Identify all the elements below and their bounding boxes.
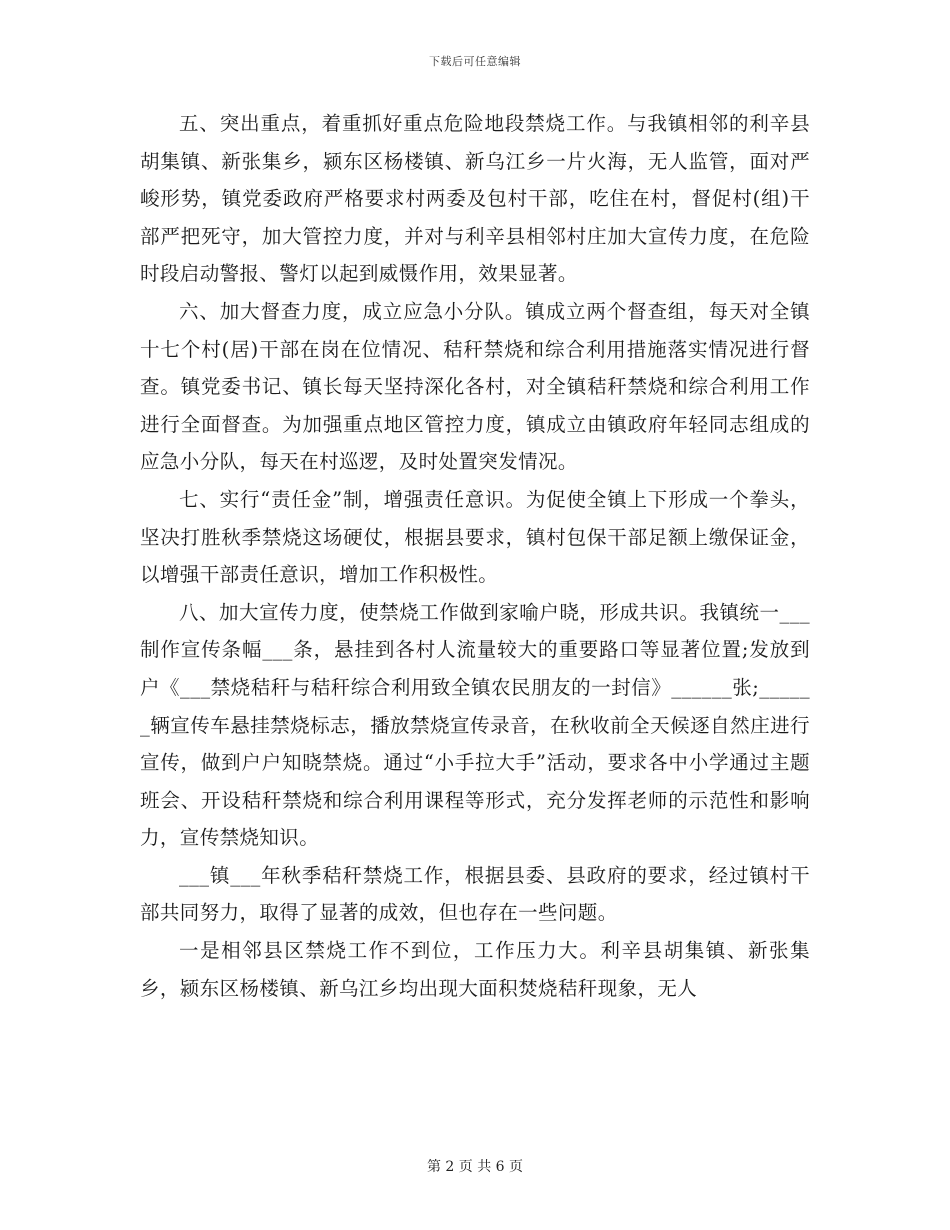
paragraph-section-7: 七、实行“责任金”制，增强责任意识。为促使全镇上下形成一个拳头，坚决打胜秋季禁烧这场硬仗，根据县要求，镇村包保干部足额上缴保证金，以增强干部责任意识，增加工作积极性。: [140, 487, 810, 587]
paragraph-summary: ___镇___年秋季秸秆禁烧工作，根据县委、县政府的要求，经过镇村干部共同努力，取得了显著的成效，但也存在一些问题。: [140, 863, 810, 925]
paragraph-section-8: 八、加大宣传力度，使禁烧工作做到家喻户晓，形成共识。我镇统一___制作宣传条幅___条，悬挂到各村人流量较大的重要路口等显著位置;发放到户《___禁烧秸秆与秸秆综合利用致全镇农民朋友的一封信》______张;______辆宣传车悬挂禁烧标志，播放禁烧宣传录音，在秋收前全天候逐自然庄进行宣传，做到户户知晓禁烧。通过“小手拉大手”活动，要求各中小学通过主题班会、开设秸秆禁烧和综合利用课程等形式，充分发挥老师的示范性和影响力，宣传禁烧知识。: [140, 600, 810, 850]
paragraph-problem-1: 一是相邻县区禁烧工作不到位，工作压力大。利辛县胡集镇、新张集乡，颍东区杨楼镇、新乌江乡均出现大面积焚烧秸秆现象，无人: [140, 939, 810, 1000]
page-number-footer: 第 2 页 共 6 页: [426, 1159, 524, 1175]
page-header-note: 下载后可任意编辑: [429, 55, 521, 68]
paragraph-section-6: 六、加大督查力度，成立应急小分队。镇成立两个督查组，每天对全镇十七个村(居)干部在岗在位情况、秸秆禁烧和综合利用措施落实情况进行督查。镇党委书记、镇长每天坚持深化各村，对全镇秸秆禁烧和综合利用工作进行全面督查。为加强重点地区管控力度，镇成立由镇政府年轻同志组成的应急小分队，每天在村巡逻，及时处置突发情况。: [140, 299, 810, 474]
paragraph-section-5: 五、突出重点，着重抓好重点危险地段禁烧工作。与我镇相邻的利辛县胡集镇、新张集乡，颍东区杨楼镇、新乌江乡一片火海，无人监管，面对严峻形势，镇党委政府严格要求村两委及包村干部，吃住在村，督促村(组)干部严把死守，加大管控力度，并对与利辛县相邻村庄加大宣传力度，在危险时段启动警报、警灯以起到威慑作用，效果显著。: [140, 112, 810, 286]
document-body: [140, 105, 810, 1007]
